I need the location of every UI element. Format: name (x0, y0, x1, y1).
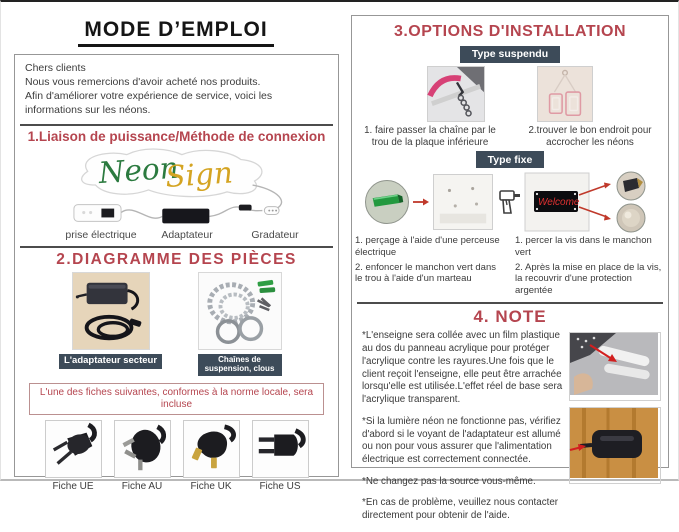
neon-sign-diagram-image (17, 145, 336, 229)
plug-labels (15, 481, 338, 492)
label-power-strip: prise électrique (65, 229, 137, 242)
note-section (352, 330, 668, 532)
drill-icon (497, 185, 521, 219)
hanging-photos (352, 66, 668, 122)
fixed-right-steps (515, 235, 665, 299)
plug-in-strip (101, 209, 114, 218)
chains-photo-image (199, 273, 281, 349)
note-paragraph-1: *L'enseigne sera collée avec un film plastique au dos du panneau acrylique pour protéger l'acrylique contre les rayures.Une fois que le client reçoit l'enseigne, elle peut être arrachée lorsqu'elle est utilisée.L'effet réel de base sera l'acrylique transparent. (362, 330, 563, 406)
welcome-sign-text: Welcome (538, 197, 580, 209)
divider (20, 246, 333, 248)
badge-type-fixe: Type fixe (476, 151, 545, 168)
intro-line-3: Afin d'améliorer votre expérience de service, voici les informations sur les néons. (25, 89, 273, 116)
green-anchor-photo (365, 180, 409, 224)
section2-title: 2.DIAGRAMME DES PIÈCES (56, 251, 297, 269)
hanging-step-1: 1. faire passer la chaîne par le trou de la plaque inférieure (364, 124, 496, 148)
welcome-sign-and-screws-photo (525, 171, 655, 233)
chain-through-hole-image (428, 67, 484, 121)
fixed-left-step-1: 1. perçage à l'aide d'une perceuse électrique (355, 235, 500, 259)
sign-hanging-photo (537, 66, 593, 122)
section4-title: 4. NOTE (473, 307, 547, 327)
intro-text (15, 55, 338, 121)
note-paragraphs (362, 330, 563, 532)
diagram-labels (17, 229, 336, 243)
chain-through-hole-photo (427, 66, 485, 122)
section3-title: 3.OPTIONS D'INSTALLATION (393, 23, 627, 40)
plug-eu-photo (45, 420, 102, 478)
adapter-on-floor-photo (569, 407, 661, 484)
dimmer-piece (239, 205, 252, 211)
hanging-step-2: 2.trouver le bon endroit pour accrocher les néons (528, 124, 652, 148)
divider (357, 302, 663, 304)
adapter-photo (72, 272, 150, 350)
drilled-wall-image (434, 175, 492, 229)
film-peel-photo (569, 332, 661, 401)
au-plug-image (115, 421, 170, 477)
adapter-on-floor-image (570, 408, 658, 478)
eu-plug-image (46, 421, 101, 477)
plug-label-au: Fiche AU (121, 481, 163, 493)
badge-adapter: L'adaptateur secteur (59, 354, 162, 368)
note-paragraph-2: *Si la lumière néon ne fonctionne pas, vérifiez d'abord si le voyant de l'adaptateur est allumé ou non pour vous assurer que l'alimentation électrique est correctement connectée. (362, 415, 561, 465)
plug-photos (15, 420, 338, 478)
plug-note: L'une des fiches suivantes, conformes à la norme locale, sera incluse (29, 383, 324, 415)
adapter-photo-image (73, 273, 149, 349)
wire (209, 207, 262, 216)
wire (121, 210, 162, 218)
badge-type-suspendu: Type suspendu (460, 46, 560, 63)
page-title-wrap (1, 18, 351, 47)
note-paragraph-3: *Ne changez pas la source vous-même. (362, 475, 536, 487)
fixed-captions (352, 235, 668, 299)
fixed-left-step-2: 2. enfoncer le manchon vert dans le trou à l'aide d'un marteau (355, 261, 497, 285)
plug-label-eu: Fiche UE (52, 481, 94, 493)
neon-word-green: Neon (97, 151, 180, 191)
film-peel-image (570, 333, 658, 395)
parts-badges (15, 354, 338, 376)
sign-hanging-image (538, 67, 592, 121)
adapter-brick (162, 209, 209, 224)
uk-plug-image (184, 421, 239, 477)
left-panel (14, 54, 339, 493)
plug-uk-photo (183, 420, 240, 478)
parts-photos (15, 272, 338, 350)
plug-label-us: Fiche US (259, 481, 301, 493)
fixed-right-step-2: 2. Après la mise en place de la vis, la recouvrir d'une protection argentée (515, 261, 662, 296)
badge-chains: Chaînes de suspension, clous (198, 354, 282, 376)
label-adapter: Adaptateur (161, 229, 213, 242)
hanging-captions (352, 125, 668, 149)
fixed-mounting-photos (352, 171, 668, 233)
plug-label-uk: Fiche UK (190, 481, 232, 493)
page-title: MODE D’EMPLOI (78, 18, 273, 47)
section1-title: 1.Liaison de puissance/Méthode de connexion (27, 129, 326, 145)
power-connection-diagram (17, 145, 336, 243)
us-plug-image (253, 421, 308, 477)
fixed-left-steps (355, 235, 505, 299)
note-paragraph-4: *En cas de problème, veuillez nous contacter directement pour obtenir de l'aide. (362, 497, 559, 522)
fixed-right-step-1: 1. percer la vis dans le manchon vert (515, 235, 652, 259)
plug-us-photo (252, 420, 309, 478)
intro-line-2: Nous vous remercions d'avoir acheté nos produits. (25, 75, 261, 88)
divider (20, 124, 333, 126)
intro-line-1: Chers clients (25, 62, 86, 74)
right-panel (351, 15, 669, 522)
chains-photo (198, 272, 282, 350)
label-dimmer: Gradateur (251, 229, 299, 242)
drilled-wall-photo (433, 174, 493, 230)
note-photos (569, 330, 661, 532)
neon-word-gold: Sign (164, 155, 234, 195)
red-arrow-icon (413, 196, 429, 208)
green-anchor-image (366, 181, 408, 223)
plug-au-photo (114, 420, 171, 478)
